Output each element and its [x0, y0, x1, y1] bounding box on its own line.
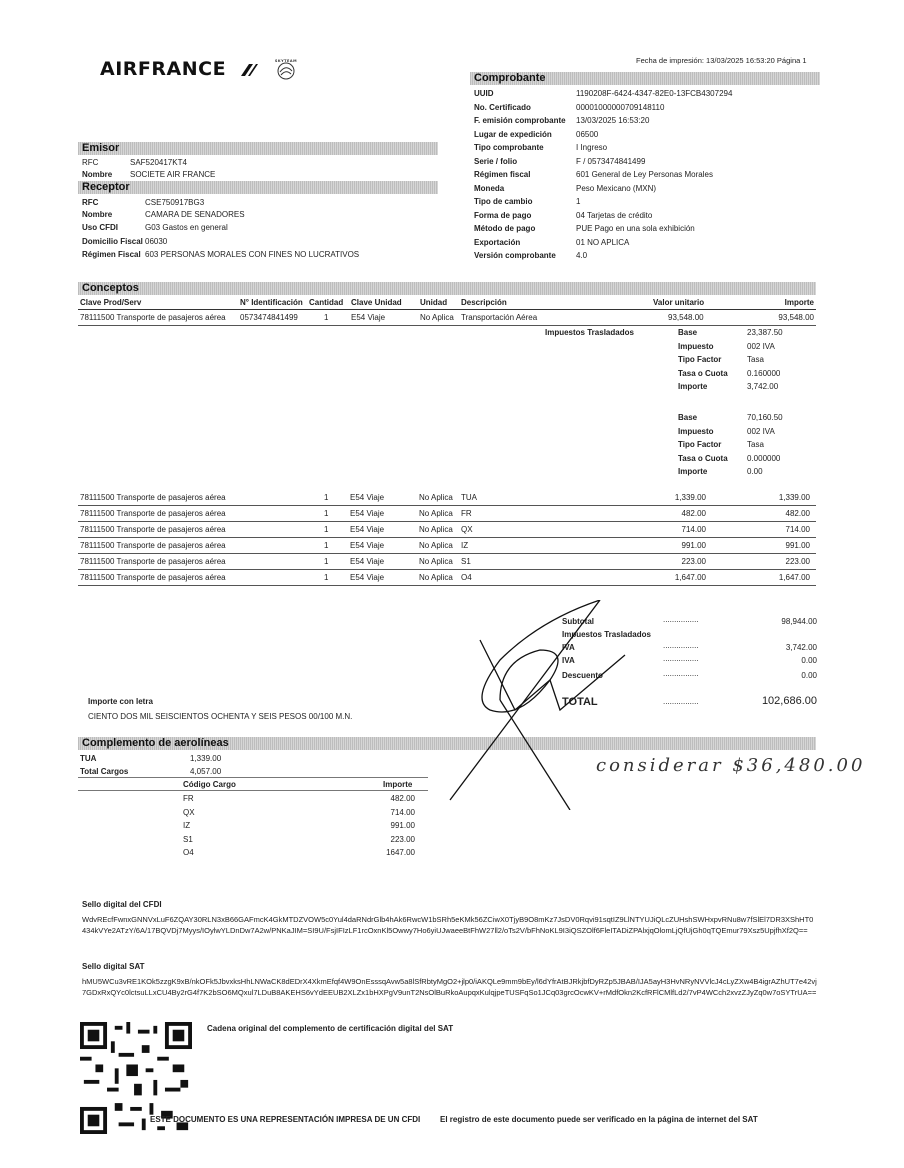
- tax-label: Tasa o Cuota: [678, 453, 728, 463]
- comprobante-field-label: Lugar de expedición: [474, 129, 552, 139]
- cell-valor: 93,548.00: [668, 313, 704, 322]
- cell-valor: 482.00: [681, 509, 706, 518]
- cargo-importe: 714.00: [390, 807, 415, 817]
- cell-valor: 223.00: [681, 557, 706, 566]
- cell-descripcion: IZ: [461, 541, 469, 550]
- cell-cantidad: 1: [324, 313, 329, 322]
- iva2-label: IVA: [562, 656, 575, 665]
- tax-label: Base: [678, 413, 698, 422]
- cell-clave-unidad: E54 Viaje: [350, 557, 385, 566]
- cargos-divider-2: [78, 790, 428, 791]
- cell-clave: 78111500 Transporte de pasajeros aérea: [80, 525, 226, 534]
- col-importe: Importe: [383, 780, 413, 789]
- comprobante-field-value: 1: [576, 197, 581, 206]
- cell-unidad: No Aplica: [419, 541, 453, 550]
- tax-label: Impuesto: [678, 341, 714, 351]
- tax-label: Tasa o Cuota: [678, 368, 728, 378]
- cell-clave: 78111500 Transporte de pasajeros aérea: [80, 557, 226, 566]
- table-row: [78, 539, 816, 554]
- comprobante-field-value: I Ingreso: [576, 143, 608, 152]
- cell-descripcion: FR: [461, 509, 472, 518]
- comprobante-field-label: Régimen fiscal: [474, 170, 531, 179]
- emisor-nombre-label: Nombre: [82, 170, 113, 179]
- cargo-codigo: O4: [183, 848, 194, 857]
- conceptos-title: Conceptos: [78, 282, 816, 295]
- cargo-codigo: IZ: [183, 821, 191, 830]
- comprobante-field-label: Método de pago: [474, 224, 536, 233]
- comprobante-field-value: F / 0573474841499: [576, 156, 646, 166]
- cell-unidad: No Aplica: [419, 525, 453, 534]
- receptor-title: Receptor: [78, 181, 438, 194]
- handwritten-note: considerar $36,480.00: [596, 755, 866, 776]
- header-divider: [78, 309, 816, 310]
- hdr-ident: N° Identificación: [240, 298, 303, 307]
- cell-clave-unidad: E54 Viaje: [350, 573, 385, 582]
- hdr-valor: Valor unitario: [653, 298, 705, 307]
- receptor-rfc-label: RFC: [82, 198, 99, 207]
- cell-cantidad: 1: [324, 525, 329, 534]
- tax-value: Tasa: [747, 440, 764, 449]
- descuento-value: 0.00: [801, 671, 817, 680]
- comprobante-field-value: 13/03/2025 16:53:20: [576, 116, 650, 125]
- total-value: 102,686.00: [761, 695, 817, 707]
- comprobante-field-label: Tipo de cambio: [474, 197, 533, 206]
- hdr-importe: Importe: [784, 298, 814, 307]
- comprobante-field-label: Moneda: [474, 183, 505, 193]
- tax-value: 3,742.00: [747, 382, 779, 391]
- cell-ident: 0573474841499: [240, 313, 298, 322]
- importe-letra-value: CIENTO DOS MIL SEISCIENTOS OCHENTA Y SEIS PESOS 00/100 M.N.: [88, 712, 353, 721]
- cell-clave: 78111500 Transporte de pasajeros aérea: [80, 493, 226, 502]
- total-label: TOTAL: [562, 696, 598, 708]
- cell-clave-unidad: E54 Viaje: [350, 509, 385, 518]
- cargo-importe: 223.00: [390, 834, 415, 844]
- receptor-domicilio-label: Domicilio Fiscal: [82, 237, 143, 246]
- brand-name: AIRFRANCE: [100, 58, 227, 80]
- comprobante-field-label: Forma de pago: [474, 210, 532, 220]
- cell-importe: 1,647.00: [778, 573, 810, 582]
- cell-unidad: No Aplica: [420, 313, 454, 322]
- skyteam-icon: [274, 59, 298, 81]
- emisor-nombre: SOCIETE AIR FRANCE: [130, 170, 216, 179]
- sello-cfdi-label: Sello digital del CFDI: [82, 900, 162, 909]
- cell-clave-unidad: E54 Viaje: [350, 525, 385, 534]
- impuestos-trasladados-label: Impuestos Trasladados: [545, 328, 634, 337]
- comprobante-field-value: Peso Mexicano (MXN): [576, 183, 657, 193]
- cell-descripcion: TUA: [461, 493, 477, 502]
- iva1-value: 3,742.00: [785, 643, 817, 652]
- comprobante-field-value: 4.0: [576, 251, 588, 260]
- subtotal-dots: ................: [663, 615, 699, 624]
- cell-importe: 482.00: [785, 509, 810, 518]
- emisor-title: Emisor: [78, 142, 438, 155]
- cell-unidad: No Aplica: [419, 493, 453, 502]
- receptor-nombre: CAMARA DE SENADORES: [145, 210, 245, 219]
- cell-cantidad: 1: [324, 493, 329, 502]
- cell-valor: 1,339.00: [674, 493, 706, 502]
- tax-label: Tipo Factor: [678, 355, 722, 364]
- cell-unidad: No Aplica: [419, 509, 453, 518]
- tax-label: Tipo Factor: [678, 440, 722, 449]
- comprobante-field-label: Versión comprobante: [474, 251, 556, 260]
- sello-cfdi-value: WdvREcfFwnxGNNVxLuF6ZQAY30RLN3xB66GAFmcK4GkMTDZVOW5c0Yul4daRNdrGlb4hAk6RwcW1bSRh5eKMk56ZCiwX0TjyB9O8mKz7JsDV0Rqvi91sqtIZ9LlNTYUJiQLcZUHshSWHxpvRNu8w7fSlEl7DR3XShHT0434kVYe2ATzY/6A/17BQVDj7Myys/IOylwYLDnDw7A2w/PNKaJIM=SI9U/FsjIFIzLF1rcOxnKl5Owwy7Ho6yiUJwaeeBtFhW27ll2/oTs2V/bFhNoKL9I3iQSZOlf6FleITADiZPAlxjqOlomLjQfUjGh0qTQEmur79Xsz5UpjfhXf2Q==: [82, 915, 814, 935]
- cargo-importe: 482.00: [390, 794, 415, 803]
- cargo-importe: 991.00: [390, 821, 415, 830]
- airfrance-stripe-icon: [237, 63, 263, 77]
- comprobante-title: Comprobante: [470, 72, 820, 85]
- receptor-uso-label: Uso CFDI: [82, 223, 118, 232]
- comprobante-field-value: 04 Tarjetas de crédito: [576, 210, 653, 220]
- tax-value: 0.160000: [747, 368, 781, 378]
- hdr-descripcion: Descripción: [461, 298, 507, 307]
- col-codigo-cargo: Código Cargo: [183, 780, 236, 789]
- tax-label: Impuesto: [678, 426, 714, 436]
- emisor-rfc-label: RFC: [82, 158, 99, 167]
- signature-scribble-icon: [440, 600, 640, 810]
- comprobante-field-label: No. Certificado: [474, 102, 531, 112]
- tax-value: 0.00: [747, 467, 763, 476]
- cell-valor: 714.00: [681, 525, 706, 534]
- receptor-nombre-label: Nombre: [82, 210, 113, 219]
- cell-valor: 991.00: [681, 541, 706, 550]
- subtotal-value: 98,944.00: [781, 617, 817, 626]
- cell-importe: 93,548.00: [778, 313, 814, 322]
- receptor-regimen-label: Régimen Fiscal: [82, 250, 141, 259]
- skyteam-text: SKYTEAM: [275, 58, 298, 63]
- tua-value: 1,339.00: [190, 754, 222, 763]
- comprobante-field-value: 601 General de Ley Personas Morales: [576, 170, 713, 179]
- cell-cantidad: 1: [324, 557, 329, 566]
- receptor-domicilio: 06030: [145, 237, 168, 246]
- cargo-codigo: FR: [183, 794, 194, 803]
- cell-clave-unidad: E54 Viaje: [350, 541, 385, 550]
- tax-value: 0.000000: [747, 453, 781, 463]
- table-row: [78, 507, 816, 522]
- receptor-rfc: CSE750917BG3: [145, 198, 205, 207]
- cell-cantidad: 1: [324, 541, 329, 550]
- cell-descripcion: O4: [461, 573, 472, 582]
- tax-label: Importe: [678, 382, 708, 391]
- tax-value: 70,160.50: [747, 413, 783, 422]
- comprobante-field-value: 06500: [576, 129, 599, 139]
- footer-right: El registro de este documento puede ser verificado en la página de internet del SAT: [440, 1115, 758, 1124]
- tax-label: Importe: [678, 467, 708, 476]
- subtotal-label: Subtotal: [562, 617, 594, 626]
- emisor-rfc: SAF520417KT4: [130, 158, 187, 167]
- sello-sat-value: hMU5WCu3vRE1KOk5zzgK9xB/nkOFk5JbvxksHhLNWaCK8dEDrX4XkmEfqf4W9OnEsssqAvw5a8lSfRbtyMgO2+jlp0/iAKQLe9mm9bEy/l6dYfrAtBJRkjbfDyRZp5JBAB/IJA5ayH3HvNRyNVVlcJ4cLyZXw4B4igrAZhUT7e42vj7GDxRxQYc0lctsuLLxCU4By2rG4f7K2bSO6MQxul7LDuB8AKEHS6vYdEEUB2XLZx1bHXPgV9unT2NsOlBuRkoAupqxKulqjpeTUSFqSo1JCq03grcOcwKV+rMdfOkn2KcfRFlCMlfLd2/7vP4WCch2xvzZJyZq0w7oSYTrUA==: [82, 977, 817, 997]
- cell-importe: 223.00: [785, 557, 810, 566]
- cell-cantidad: 1: [324, 573, 329, 582]
- hdr-cantidad: Cantidad: [309, 298, 344, 307]
- comprobante-field-value: 01 NO APLICA: [576, 237, 630, 247]
- hdr-clave: Clave Prod/Serv: [80, 298, 142, 307]
- comprobante-field-label: Exportación: [474, 237, 521, 247]
- receptor-uso: G03 Gastos en general: [145, 223, 228, 232]
- iva1-dots: ................: [663, 641, 699, 650]
- table-row: [78, 523, 816, 538]
- cell-cantidad: 1: [324, 509, 329, 518]
- cell-descripcion: S1: [461, 557, 471, 566]
- cell-descripcion: QX: [461, 525, 473, 534]
- cargos-divider-1: [78, 777, 428, 778]
- cell-importe: 714.00: [785, 525, 810, 534]
- total-cargos-label: Total Cargos: [80, 767, 129, 776]
- tax-value: Tasa: [747, 355, 764, 364]
- cell-clave-unidad: E54 Viaje: [351, 313, 386, 322]
- total-dots: ................: [663, 697, 699, 706]
- sello-sat-label: Sello digital SAT: [82, 962, 145, 971]
- impuestos-label: Impuestos Trasladados: [562, 630, 651, 639]
- tax-label: Base: [678, 328, 698, 337]
- tua-label: TUA: [80, 754, 97, 763]
- cell-clave: 78111500 Transporte de pasajeros aérea: [80, 509, 226, 518]
- cell-clave: 78111500 Transporte de pasajeros aérea: [80, 573, 226, 582]
- comprobante-field-label: Serie / folio: [474, 156, 518, 166]
- comprobante-field-label: Tipo comprobante: [474, 143, 544, 152]
- hdr-clave-unidad: Clave Unidad: [351, 298, 402, 307]
- comprobante-field-value: PUE Pago en una sola exhibición: [576, 224, 695, 233]
- descuento-label: Descuento: [562, 671, 603, 680]
- cargo-codigo: S1: [183, 834, 193, 844]
- tax-value: 23,387.50: [747, 328, 783, 337]
- importe-letra-label: Importe con letra: [88, 697, 153, 706]
- cargo-importe: 1647.00: [386, 848, 415, 857]
- cell-clave-unidad: E54 Viaje: [350, 493, 385, 502]
- cell-importe: 991.00: [785, 541, 810, 550]
- cell-unidad: No Aplica: [419, 557, 453, 566]
- cargo-codigo: QX: [183, 807, 195, 817]
- cadena-original-label: Cadena original del complemento de certificación digital del SAT: [207, 1024, 454, 1033]
- comprobante-field-label: UUID: [474, 89, 494, 98]
- cell-descripcion: Transportación Aérea: [461, 313, 538, 322]
- table-row: [78, 491, 816, 506]
- cell-unidad: No Aplica: [419, 573, 453, 582]
- total-cargos-value: 4,057.00: [190, 767, 222, 776]
- complemento-title: Complemento de aerolíneas: [78, 737, 816, 750]
- iva2-dots: ................: [663, 654, 699, 663]
- tax-value: 002 IVA: [747, 341, 775, 351]
- comprobante-field-value: 00001000000709148110: [576, 102, 665, 112]
- tax-value: 002 IVA: [747, 426, 775, 436]
- table-row: [78, 555, 816, 570]
- footer-left: ESTE DOCUMENTO ES UNA REPRESENTACIÓN IMPRESA DE UN CFDI: [150, 1115, 421, 1124]
- hdr-unidad: Unidad: [420, 298, 448, 307]
- cell-valor: 1,647.00: [674, 573, 706, 582]
- cell-clave: 78111500 Transporte de pasajeros aérea: [80, 541, 226, 550]
- comprobante-field-label: F. emisión comprobante: [474, 116, 566, 125]
- comprobante-field-value: 1190208F-6424-4347-82E0-13FCB4307294: [576, 89, 733, 98]
- receptor-regimen: 603 PERSONAS MORALES CON FINES NO LUCRATIVOS: [145, 250, 360, 259]
- iva2-value: 0.00: [801, 656, 817, 665]
- print-date: Fecha de impresión: 13/03/2025 16:53:20 Página 1: [636, 56, 807, 65]
- cell-importe: 1,339.00: [778, 493, 810, 502]
- table-row: [78, 311, 816, 326]
- cell-clave: 78111500 Transporte de pasajeros aérea: [80, 313, 226, 322]
- airfrance-logo: [100, 58, 298, 81]
- descuento-dots: ................: [663, 669, 699, 678]
- iva1-label: IVA: [562, 643, 575, 652]
- table-row: [78, 571, 816, 586]
